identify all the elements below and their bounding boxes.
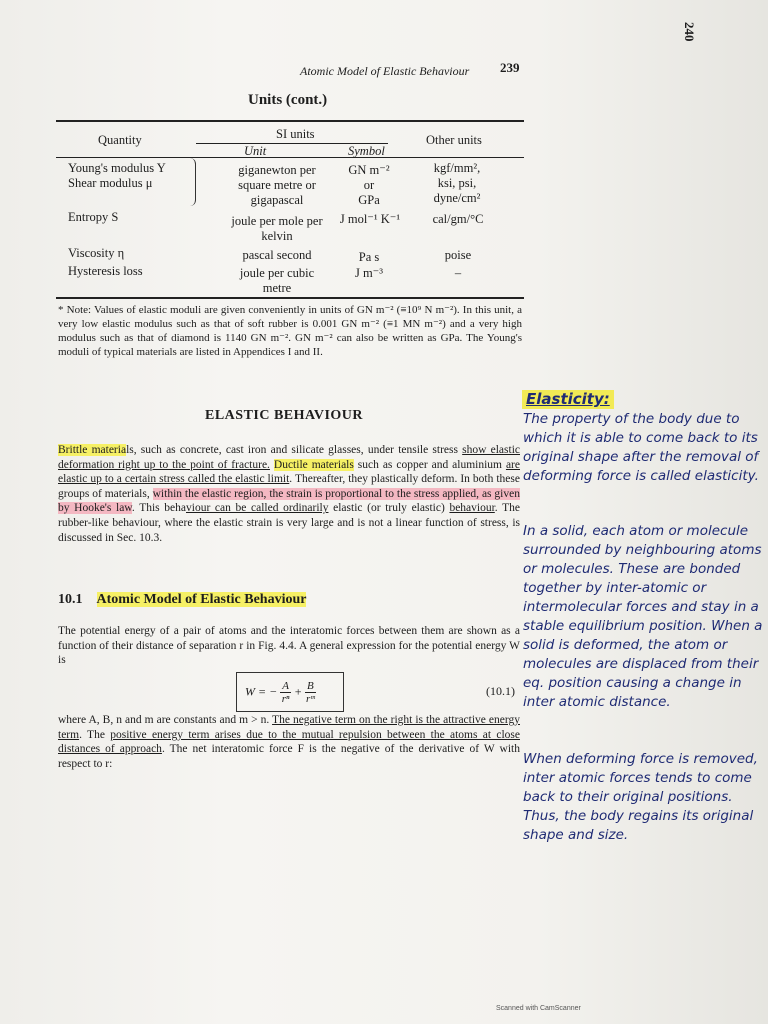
row-3-unit: pascal second: [242, 248, 312, 262]
highlight-brittle: Brittle materia: [58, 444, 127, 456]
text: ls, such as concrete, cast iron and silicate glasses, under tensile stress: [126, 444, 463, 456]
scanner-watermark: Scanned with CamScanner: [496, 1005, 581, 1012]
header-symbol: Symbol: [348, 144, 385, 158]
eq-rm: rᵐ: [305, 693, 315, 705]
text: elastic (or truly elastic): [328, 502, 450, 515]
highlight-hookes-law: within the elastic region, the strain is proportional to the stress applied, as given by Hooke's law: [58, 487, 520, 515]
header-other-units: Other units: [426, 133, 482, 147]
text: . The: [79, 728, 111, 741]
interatomic-force-paragraph: [58, 713, 520, 771]
row-4-symbol: J m⁻³: [354, 266, 384, 280]
table-bottom-rule: [56, 297, 524, 299]
text: such as copper and aluminium: [353, 458, 506, 471]
handwritten-restoring: When deforming force is removed, inter atomic forces tends to come back to their original positions. Thus, the body regains its original shape and size.: [523, 751, 758, 843]
row-1-quantity: Young's modulus Y Shear modulus μ: [68, 161, 166, 190]
underline-1: show elastic deformation right up to the point of fracture.: [58, 444, 520, 471]
eq-rn: rⁿ: [281, 693, 290, 705]
row-2-other: cal/gm/°C: [432, 212, 484, 226]
subsection-title: Atomic Model of Elastic Behaviour: [96, 592, 307, 607]
text: . Thereafter, they plastically deform. In both these groups of materials,: [58, 473, 520, 500]
header-quantity: Quantity: [98, 133, 142, 147]
row-1-symbol: GN m⁻² or GPa: [348, 163, 390, 207]
handwritten-title: Elasticity:: [522, 390, 614, 409]
row-1-other: kgf/mm², ksi, psi, dyne/cm²: [433, 161, 481, 205]
text: . The rubber-like behaviour, where the elastic strain is very large and is not a linear function of stress, is discussed in Sec. 10.3.: [58, 502, 520, 544]
underline-4: behaviour: [449, 502, 495, 515]
text: . The net interatomic force F is the negative of the derivative of W with respect to r:: [58, 743, 520, 770]
eq-plus: +: [293, 684, 303, 699]
eq-a: A: [282, 680, 289, 692]
eq-frac-b: [305, 680, 316, 705]
handwritten-solid-explanation: In a solid, each atom or molecule surrounded by neighbouring atoms or molecules. These are bonded together by inter-atomic or intermolecular forces and stay in a stable equilibrium position. When a solid is deformed, the atom or molecules are displaced from their eq. position causing a change in inter atomic distance.: [523, 523, 763, 710]
header-unit: Unit: [244, 144, 267, 158]
page-number: 239: [500, 60, 520, 75]
potential-energy-paragraph: The potential energy of a pair of atoms and the interatomic forces between them are shown as a function of their distance of separation r in Fig. 4.4. A general expression for the potential energy W is: [58, 625, 520, 667]
elastic-behaviour-paragraph: [58, 443, 520, 545]
handwritten-definition: The property of the body due to which it is able to come back to its original shape after the removal of deforming force is called elasticity.: [523, 411, 759, 484]
underline-repulsive: positive energy term arises due to the mutual repulsion between the atoms at close distances of approach: [58, 728, 520, 756]
running-title: Atomic Model of Elastic Behaviour: [300, 64, 470, 78]
underline-attractive: The negative term on the right is the attractive energy term: [58, 714, 520, 741]
row-3-symbol: Pa s: [358, 250, 380, 264]
row-2-unit: joule per mole per kelvin: [231, 214, 323, 243]
header-si-units: SI units: [276, 127, 315, 141]
subsection-number: 10.1: [58, 592, 83, 607]
eq-frac-a: [280, 680, 291, 705]
corner-page-number: 240: [682, 22, 697, 42]
table-header-rule: [56, 157, 524, 158]
row-1-unit: giganewton per square metre or gigapascal: [238, 163, 316, 207]
underline-3: viour can be called ordinarily: [186, 502, 329, 515]
underline-2: are elastic up to a certain stress called the elastic limit: [58, 458, 520, 486]
row-3-quantity: Viscosity η: [68, 246, 125, 260]
row-3-other: poise: [444, 248, 472, 262]
row-4-quantity: Hysteresis loss: [68, 264, 143, 278]
row-4-other: –: [454, 266, 462, 280]
highlight-ductile: Ductile materials: [273, 458, 354, 471]
subsection-heading: [58, 592, 306, 608]
table-top-rule: [56, 120, 524, 122]
equation-box: [236, 672, 344, 712]
row-2-symbol: J mol⁻¹ K⁻¹: [339, 212, 401, 226]
equation-number: (10.1): [486, 684, 515, 698]
text: . This beha: [131, 502, 186, 515]
table-footnote: * Note: Values of elastic moduli are given conveniently in units of GN m⁻² (≡10⁹ N m⁻²). In this unit, a very low elastic modulus such as that of soft rubber is 0.001 GN m⁻² (≡1 MN m⁻²) and a very high modulus such as that of diamond is 1140 GN m⁻². GN m⁻² can also be written as GPa. The Young's moduli of typical materials are listed in Appendices I and II.: [58, 304, 522, 358]
row-2-quantity: Entropy S: [68, 210, 119, 224]
eq-lhs: W = −: [245, 684, 278, 699]
text: where A, B, n and m are constants and m > n.: [58, 714, 273, 726]
eq-b: B: [307, 680, 314, 692]
row-4-unit: joule per cubic metre: [239, 266, 315, 295]
section-heading: ELASTIC BEHAVIOUR: [205, 408, 364, 423]
table-brace: [188, 158, 196, 206]
units-table-title: Units (cont.): [248, 92, 328, 108]
